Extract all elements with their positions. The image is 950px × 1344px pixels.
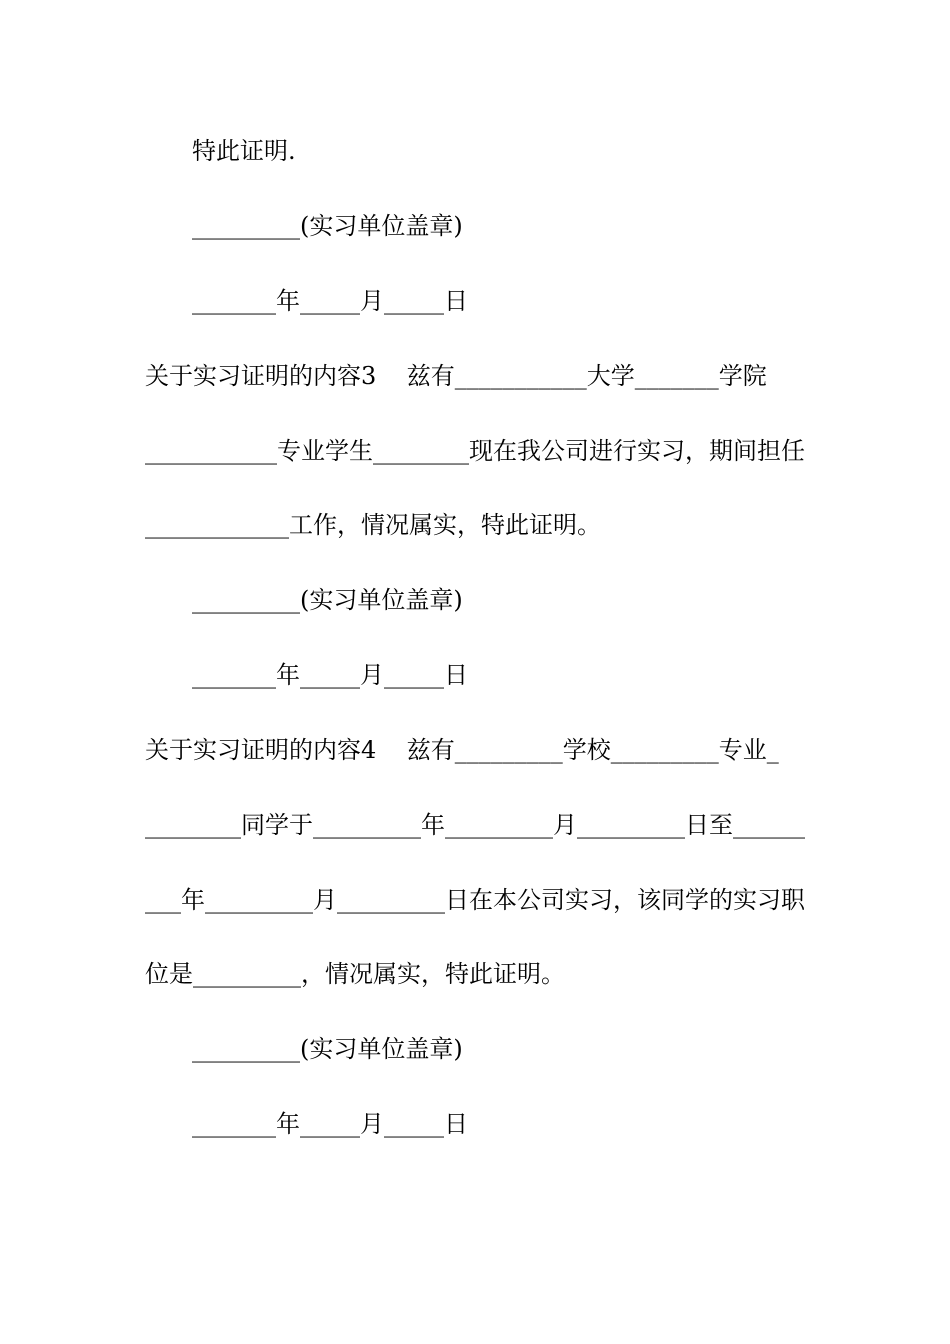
date-line: _______年_____月_____日 — [192, 661, 468, 689]
company-seal-line: _________(实习单位盖章) — [192, 586, 463, 614]
section-4-heading-line: 关于实习证明的内容4 兹有_________学校_________专业_ — [145, 736, 779, 764]
certification-statement: 特此证明. — [192, 137, 296, 165]
section-4-body-line: ________同学于_________年_________月_________日至______ — [145, 811, 805, 839]
date-line: _______年_____月_____日 — [192, 1110, 468, 1138]
section-3-body-line: ___________专业学生________现在我公司进行实习，期间担任 — [145, 437, 805, 465]
date-line: _______年_____月_____日 — [192, 287, 468, 315]
section-3-body-line: ____________工作，情况属实，特此证明。 — [145, 511, 601, 539]
section-4-body-line: 位是_________，情况属实，特此证明。 — [145, 960, 565, 988]
section-3-heading-line: 关于实习证明的内容3 兹有___________大学_______学院 — [145, 362, 767, 390]
company-seal-line: _________(实习单位盖章) — [192, 1035, 463, 1063]
company-seal-line: _________(实习单位盖章) — [192, 212, 463, 240]
section-4-body-line: ___年_________月_________日在本公司实习，该同学的实习职 — [145, 886, 805, 914]
